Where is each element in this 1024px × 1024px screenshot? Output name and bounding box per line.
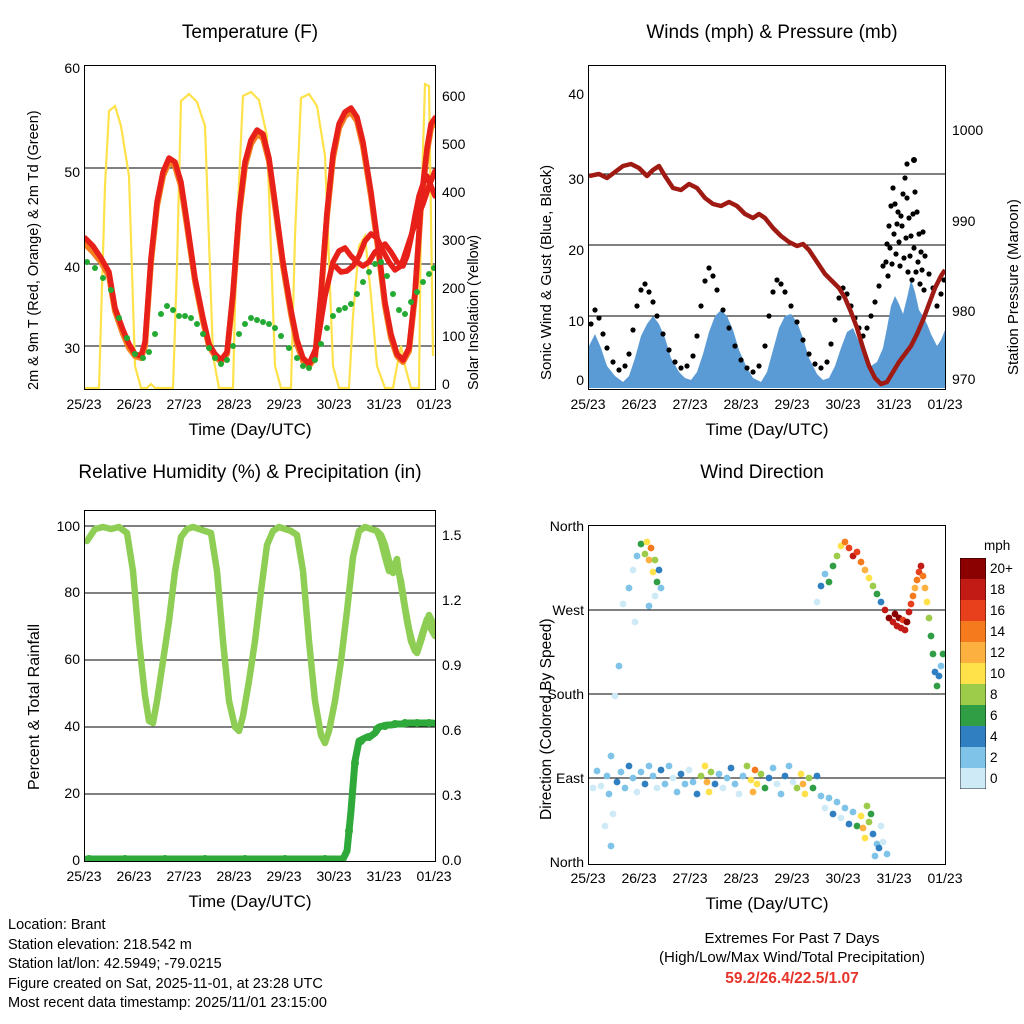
- legend-label-10: 10: [990, 666, 1006, 681]
- winddir-plot-area: [588, 525, 946, 865]
- winds-xtick-4: 29/23: [774, 396, 810, 412]
- winds-ylabel-left: Sonic Wind & Gust (Blue, Black): [538, 164, 555, 380]
- winddir-xlabel: Time (Day/UTC): [705, 894, 829, 913]
- humidity-ytick-right-06: 0.6: [442, 722, 462, 738]
- legend-label-8: 8: [990, 687, 998, 702]
- temperature-ytick-right-300: 300: [442, 232, 466, 248]
- humidity-ytick-right-03: 0.3: [442, 787, 462, 803]
- legend-label-18: 18: [990, 582, 1006, 597]
- humidity-ytick-80: 80: [64, 584, 80, 600]
- humidity-ytick-20: 20: [64, 785, 80, 801]
- humidity-xtick-3: 28/23: [216, 868, 252, 884]
- winds-ytick-30: 30: [568, 171, 584, 187]
- temperature-title: Temperature (F): [181, 22, 319, 43]
- winddir-ytick-west: West: [552, 602, 584, 618]
- winddir-xtick-4: 29/23: [774, 870, 810, 886]
- legend-colorbar: [960, 558, 986, 789]
- temperature-ytick-40: 40: [64, 259, 80, 275]
- footer-recent-timestamp: Most recent data timestamp: 2025/11/01 23:15:00: [8, 995, 327, 1011]
- humidity-xlabel: Time (Day/UTC): [188, 892, 312, 911]
- temperature-ytick-50: 50: [64, 164, 80, 180]
- winds-ytick-right-990: 990: [952, 213, 976, 229]
- winds-title: Winds (mph) & Pressure (mb): [646, 22, 898, 43]
- legend-label-14: 14: [990, 624, 1006, 639]
- footer-elevation: Station elevation: 218.542 m: [8, 936, 192, 953]
- winds-ytick-right-980: 980: [952, 303, 976, 319]
- temperature-xtick-1: 26/23: [116, 396, 152, 412]
- winddir-ytick-south: South: [547, 686, 584, 702]
- extremes-block: [592, 930, 992, 988]
- winds-svg: [589, 66, 945, 389]
- panel-wind-direction: [512, 440, 1024, 913]
- temperature-ytick-30: 30: [64, 340, 80, 356]
- winds-xlabel: Time (Day/UTC): [705, 420, 829, 439]
- humidity-xtick-0: 25/23: [66, 868, 102, 884]
- temperature-xtick-3: 28/23: [216, 396, 252, 412]
- humidity-ytick-right-12: 1.2: [442, 592, 462, 608]
- extremes-title: Extremes For Past 7 Days: [704, 930, 880, 947]
- humidity-xtick-7: 01/23: [416, 868, 452, 884]
- winddir-xtick-0: 25/23: [570, 870, 606, 886]
- temperature-ylabel-left: 2m & 9m T (Red, Orange) & 2m Td (Green): [26, 110, 42, 390]
- winds-ylabel-right: Station Pressure (Maroon): [1005, 199, 1022, 375]
- winddir-legend: [960, 538, 1020, 788]
- panel-temperature: [0, 0, 512, 440]
- temperature-ylabel-right: Solar Insolation (Yellow): [466, 234, 482, 390]
- legend-label-16: 16: [990, 603, 1006, 618]
- winddir-ytick-north-bottom: North: [549, 854, 584, 870]
- temperature-ytick-right-200: 200: [442, 280, 466, 296]
- winds-xtick-0: 25/23: [570, 396, 606, 412]
- humidity-ytick-right-00: 0.0: [442, 852, 462, 868]
- winddir-xtick-7: 01/23: [927, 870, 963, 886]
- winds-ytick-right-1000: 1000: [952, 122, 984, 138]
- temperature-xtick-4: 29/23: [266, 396, 302, 412]
- footer-metadata: [8, 916, 327, 1014]
- humidity-ytick-100: 100: [56, 518, 80, 534]
- humidity-ytick-40: 40: [64, 718, 80, 734]
- temperature-xtick-5: 30/23: [316, 396, 352, 412]
- legend-label-2: 2: [990, 750, 998, 765]
- legend-title: mph: [984, 538, 1011, 553]
- humidity-ytick-right-09: 0.9: [442, 657, 462, 673]
- humidity-xtick-5: 30/23: [316, 868, 352, 884]
- winds-ytick-right-970: 970: [952, 371, 976, 387]
- winds-ytick-10: 10: [568, 313, 584, 329]
- temperature-svg: [85, 66, 435, 389]
- humidity-xtick-2: 27/23: [166, 868, 202, 884]
- winds-ytick-0: 0: [576, 372, 584, 388]
- humidity-ylabel-left: Percent & Total Rainfall: [26, 623, 43, 790]
- humidity-xtick-6: 31/23: [366, 868, 402, 884]
- temperature-plot-area: [84, 65, 436, 390]
- footer-created: Figure created on Sat, 2025-11-01, at 23:28 UTC: [8, 975, 323, 992]
- panel-humidity: [0, 440, 512, 910]
- extremes-subtitle: (High/Low/Max Wind/Total Precipitation): [659, 949, 925, 966]
- winddir-ytick-east: East: [555, 770, 584, 786]
- extremes-values: 59.2/26.4/22.5/1.07: [725, 970, 859, 987]
- winddir-ylabel-left: Direction (Colored By Speed): [538, 618, 555, 820]
- footer-latlon: Station lat/lon: 42.5949; -79.0215: [8, 956, 222, 972]
- winds-xtick-7: 01/23: [927, 396, 963, 412]
- winds-plot-area: [588, 65, 946, 390]
- humidity-ytick-right-15: 1.5: [442, 527, 462, 543]
- winds-ytick-40: 40: [568, 86, 584, 102]
- humidity-title: Relative Humidity (%) & Precipitation (in): [78, 462, 422, 483]
- winddir-xtick-1: 26/23: [621, 870, 657, 886]
- winds-xtick-1: 26/23: [621, 396, 657, 412]
- winddir-svg: [589, 526, 945, 864]
- temperature-ytick-right-400: 400: [442, 184, 466, 200]
- winds-xtick-5: 30/23: [825, 396, 861, 412]
- legend-label-0: 0: [990, 771, 998, 786]
- temperature-ytick-right-0: 0: [442, 376, 450, 392]
- winds-ytick-20: 20: [568, 242, 584, 258]
- legend-label-6: 6: [990, 708, 998, 723]
- winddir-ytick-north-top: North: [549, 518, 584, 534]
- humidity-svg: [85, 511, 435, 861]
- legend-label-12: 12: [990, 645, 1006, 660]
- winds-xtick-3: 28/23: [723, 396, 759, 412]
- winddir-xtick-6: 31/23: [876, 870, 912, 886]
- humidity-ytick-0: 0: [72, 852, 80, 868]
- legend-label-4: 4: [990, 729, 998, 744]
- legend-label-20plus: 20+: [990, 561, 1013, 576]
- humidity-xtick-1: 26/23: [116, 868, 152, 884]
- temperature-ytick-right-100: 100: [442, 328, 466, 344]
- winddir-xtick-3: 28/23: [723, 870, 759, 886]
- winddir-xtick-5: 30/23: [825, 870, 861, 886]
- temperature-ytick-right-600: 600: [442, 88, 466, 104]
- humidity-plot-area: [84, 510, 436, 862]
- temperature-ytick-60: 60: [64, 60, 80, 76]
- panel-winds: [512, 0, 1024, 440]
- winds-xtick-2: 27/23: [672, 396, 708, 412]
- temperature-xtick-7: 01/23: [416, 396, 452, 412]
- temperature-xtick-6: 31/23: [366, 396, 402, 412]
- footer-location: Location: Brant: [8, 917, 106, 933]
- temperature-xlabel: Time (Day/UTC): [188, 420, 312, 439]
- winds-xtick-6: 31/23: [876, 396, 912, 412]
- humidity-ytick-60: 60: [64, 651, 80, 667]
- temperature-xtick-0: 25/23: [66, 396, 102, 412]
- humidity-xtick-4: 29/23: [266, 868, 302, 884]
- temperature-xtick-2: 27/23: [166, 396, 202, 412]
- winddir-title: Wind Direction: [700, 462, 824, 483]
- temperature-ytick-right-500: 500: [442, 136, 466, 152]
- winddir-xtick-2: 27/23: [672, 870, 708, 886]
